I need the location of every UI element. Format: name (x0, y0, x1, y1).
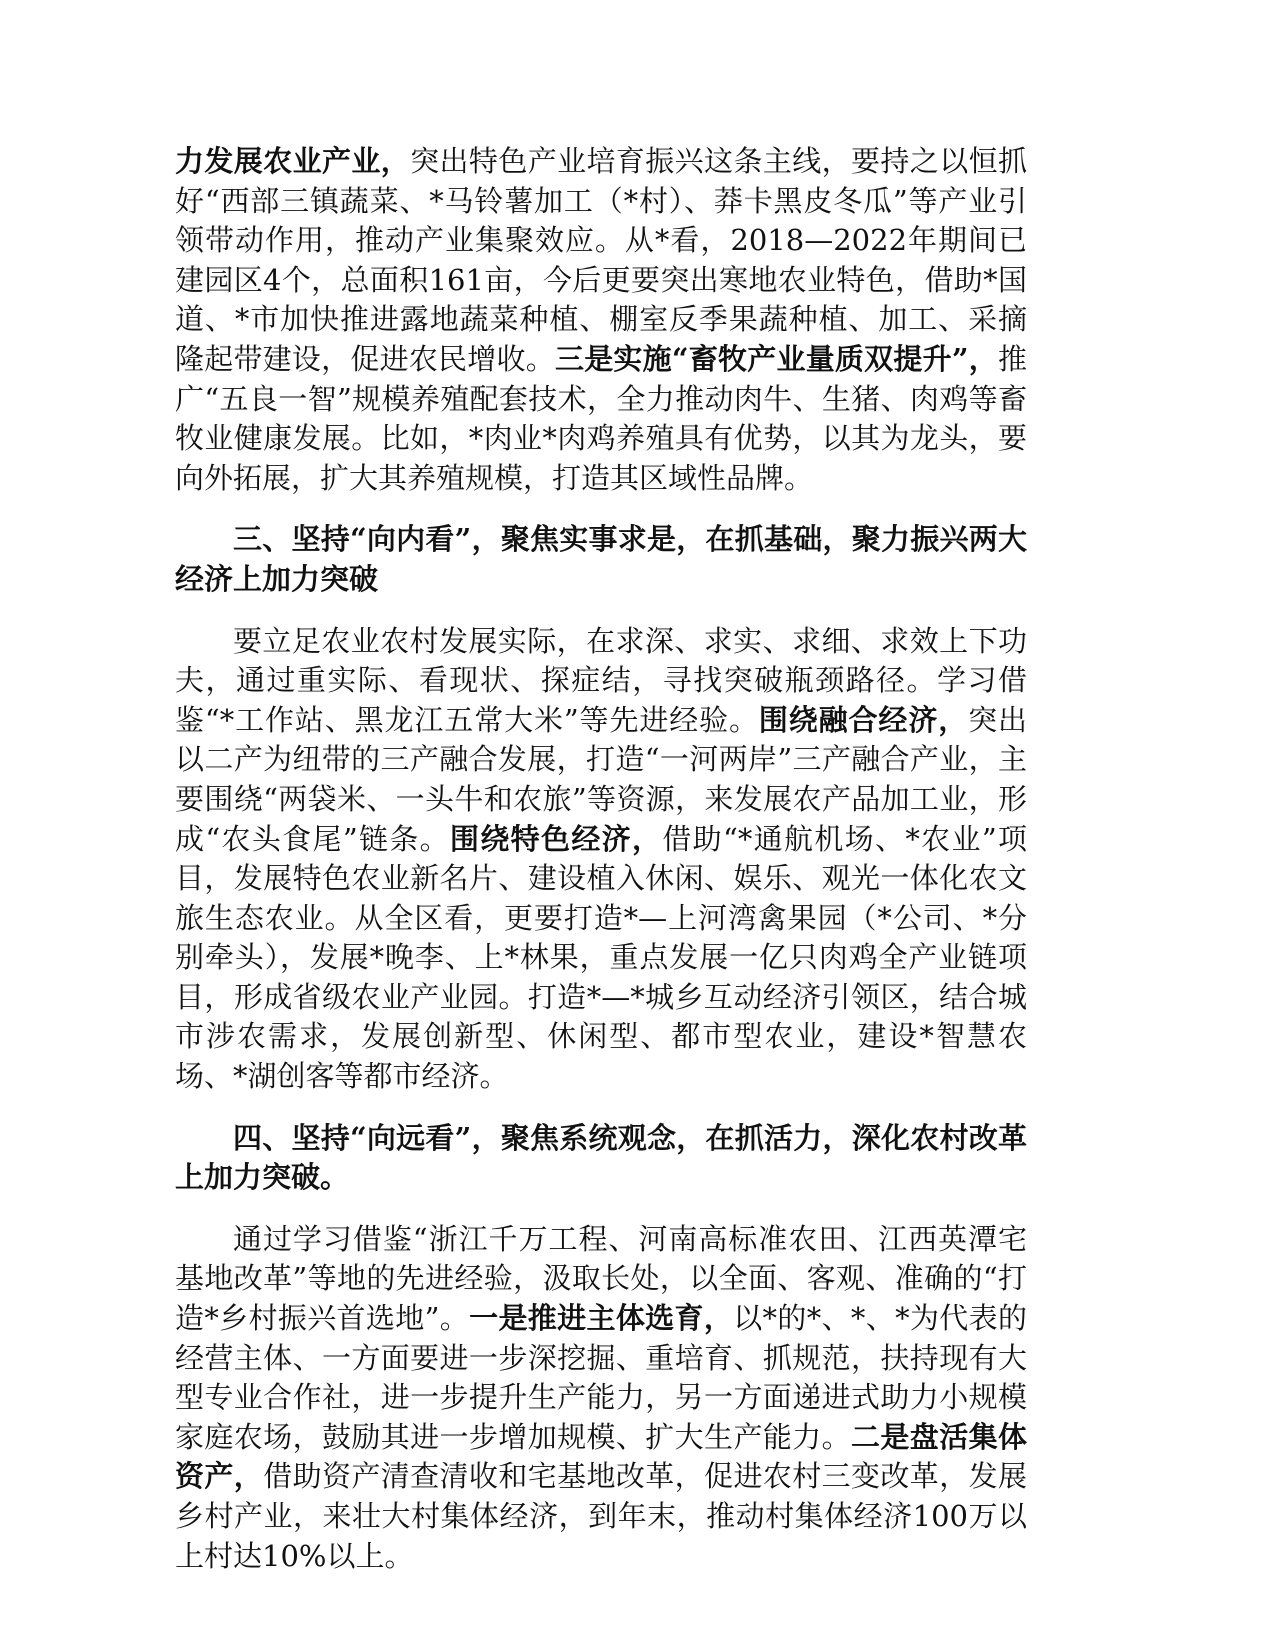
paragraph-agriculture-industry (175, 142, 1027, 498)
bold-lead-text: 三是实施“畜牧产业量质双提升”， (554, 341, 998, 376)
bold-lead-text: 力发展农业产业， (175, 144, 411, 178)
paragraph-text: 要立足农业农村发展实际，在求深、求实、求细、求效上下功夫，通过重实际、看现状、探症结，寻找突破瓶颈路径。学习借鉴“*工作站、黑龙江五常大米”等先进经验。 (175, 623, 1027, 737)
paragraph-two-economies (175, 622, 1027, 1097)
paragraph-rural-reform (175, 1220, 1027, 1576)
bold-lead-text: 一是推进主体选育， (469, 1301, 734, 1336)
section-heading-three: 三、坚持“向内看”，聚焦实事求是，在抓基础，聚力振兴两大经济上加力突破 (175, 522, 1027, 596)
bold-lead-text: 二是盘活集体资产， (175, 1419, 1027, 1494)
paragraph-text: 以*的*、*、*为代表的经营主体、一方面要进一步深挖掘、重培育、抓规范，扶持现有大型专业合作社，进一步提升生产能力，另一方面递进式助力小规模家庭农场，鼓励其进一步增加规模、扩大生产能力。 (175, 1301, 1027, 1454)
bold-lead-text: 围绕特色经济， (450, 821, 663, 856)
bold-lead-text: 围绕融合经济， (758, 702, 969, 737)
paragraph-text: 借助“*通航机场、*农业”项目，发展特色农业新名片、建设植入休闲、娱乐、观光一体化农文旅生态农业。从全区看，更要打造*—上河湾禽果园（*公司、*分别牵头），发展*晚李、上*林果，重点发展一亿只肉鸡全产业链项目，形成省级农业产业园。打造*—*城乡互动经济引领区，结合城市涉农需求，发展创新型、休闲型、都市型农业，建设*智慧农场、*湖创客等都市经济。 (175, 821, 1027, 1094)
document-page (175, 142, 1027, 1576)
paragraph-text: 突出特色产业培育振兴这条主线，要持之以恒抓好“西部三镇蔬菜、*马铃薯加工（*村）、莽卡黑皮冬瓜”等产业引领带动作用，推动产业集聚效应。从*看，2018—2022年期间已建园区4个，总面积161亩，今后更要突出寒地农业特色，借助*国道、*市加快推进露地蔬菜种植、棚室反季果蔬种植、加工、采摘隆起带建设，促进农民增收。 (175, 144, 1027, 376)
paragraph-text: 推广“五良一智”规模养殖配套技术，全力推动肉牛、生猪、肉鸡等畜牧业健康发展。比如，*肉业*肉鸡养殖具有优势，以其为龙头，要向外拓展，扩大其养殖规模，打造其区域性品牌。 (175, 341, 1027, 495)
section-heading-four: 四、坚持“向远看”，聚焦系统观念，在抓活力，深化农村改革上加力突破。 (175, 1120, 1027, 1195)
paragraph-text: 突出以二产为纽带的三产融合发展，打造“一河两岸”三产融合产业，主要围绕“两袋米、一头牛和农旅”等资源，来发展农产品加工业，形成“农头食尾”链条。 (175, 702, 1027, 856)
paragraph-text: 通过学习借鉴“浙江千万工程、河南高标准农田、江西英潭宅基地改革”等地的先进经验，汲取长处，以全面、客观、准确的“打造*乡村振兴首选地”。 (175, 1221, 1027, 1336)
paragraph-text: 借助资产清查清收和宅基地改革，促进农村三变改革，发展乡村产业，来壮大村集体经济，到年末，推动村集体经济100万以上村达10%以上。 (175, 1459, 1027, 1573)
